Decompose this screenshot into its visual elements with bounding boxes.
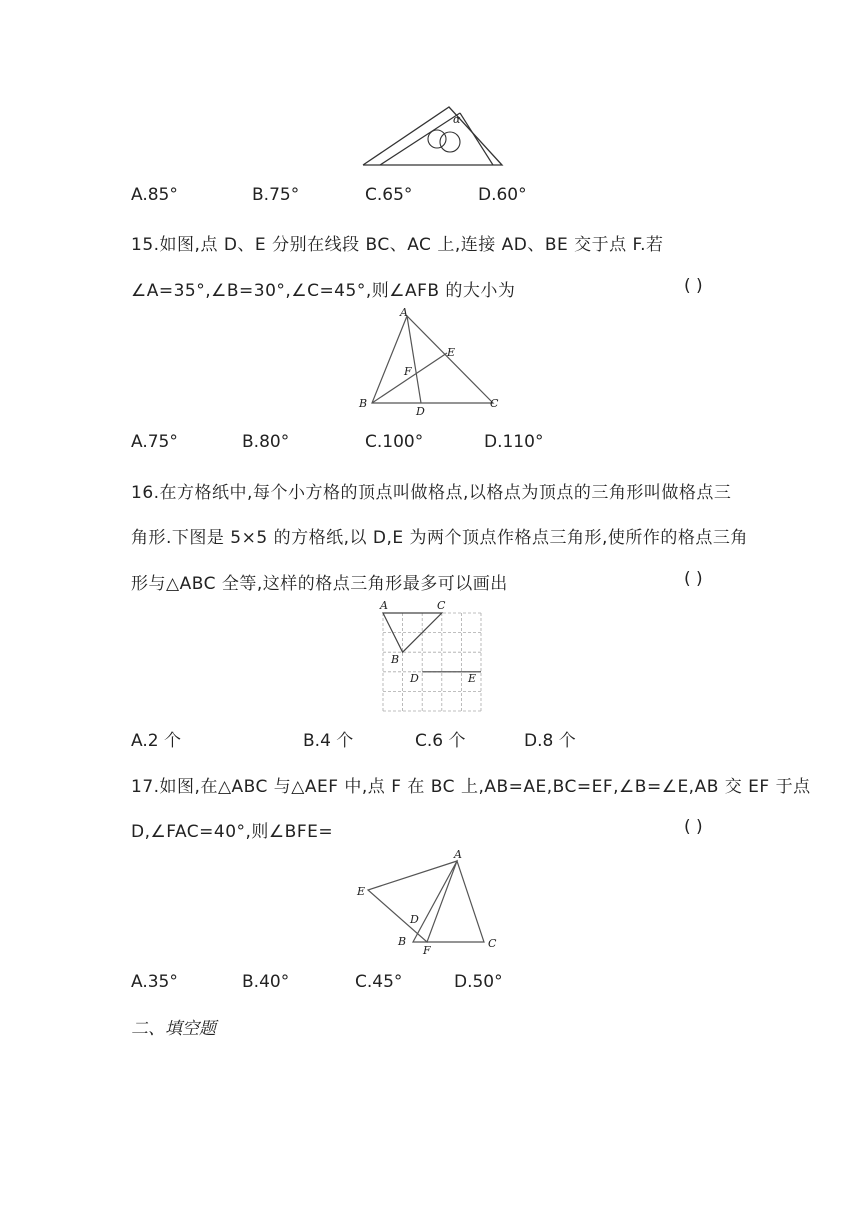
q14-option-c[interactable]: C.65° [365,185,413,205]
q16-label-d: D [410,672,419,685]
q16-figure [370,596,500,721]
q15-label-b: B [359,397,368,410]
q15-label-e: E [447,346,456,359]
q15-option-b[interactable]: B.80° [242,432,290,452]
q14-option-a[interactable]: A.85° [131,185,178,205]
q14-figure [360,105,505,175]
q17-label-c: C [488,937,497,950]
q17-label-d: D [410,913,419,926]
q15-stem-line2: ∠A=35°,∠B=30°,∠C=45°,则∠AFB 的大小为 [131,281,516,301]
q16-option-a[interactable]: A.2 个 [131,731,181,751]
q16-option-b[interactable]: B.4 个 [303,731,354,751]
q17-option-c[interactable]: C.45° [355,972,403,992]
q16-stem-line3: 形与△ABC 全等,这样的格点三角形最多可以画出 [131,574,508,594]
q17-answer-blank[interactable]: ( ) [684,817,703,837]
q14-option-d[interactable]: D.60° [478,185,527,205]
q15-label-c: C [490,397,499,410]
q15-label-a: A [400,306,408,319]
q15-figure [355,305,505,425]
q17-stem-line1: 17.如图,在△ABC 与△AEF 中,点 F 在 BC 上,AB=AE,BC=EF,∠B=∠E,AB 交 EF 于点 [131,777,811,797]
q16-label-e: E [468,672,477,685]
q16-answer-blank[interactable]: ( ) [684,569,703,589]
q16-option-d[interactable]: D.8 个 [524,731,576,751]
q14-alpha-label: α [453,113,461,126]
q15-stem-line1: 15.如图,点 D、E 分别在线段 BC、AC 上,连接 AD、BE 交于点 F.若 [131,235,664,255]
q17-label-e: E [357,885,366,898]
q17-option-d[interactable]: D.50° [454,972,503,992]
q17-label-a: A [454,848,462,861]
q17-option-b[interactable]: B.40° [242,972,290,992]
q16-label-b: B [391,653,400,666]
q16-stem-line2: 角形.下图是 5×5 的方格纸,以 D,E 为两个顶点作格点三角形,使所作的格点三角 [131,528,748,548]
q17-stem-line2: D,∠FAC=40°,则∠BFE= [131,822,334,842]
q17-option-a[interactable]: A.35° [131,972,178,992]
q17-label-b: B [398,935,407,948]
q15-option-a[interactable]: A.75° [131,432,178,452]
q15-answer-blank[interactable]: ( ) [684,276,703,296]
q16-option-c[interactable]: C.6 个 [415,731,466,751]
q14-option-b[interactable]: B.75° [252,185,300,205]
q17-figure [352,845,512,965]
q15-option-d[interactable]: D.110° [484,432,544,452]
q15-label-f: F [404,365,412,378]
section-heading-fill-in: 二、填空题 [131,1019,216,1039]
q16-label-c: C [437,599,446,612]
q15-option-c[interactable]: C.100° [365,432,424,452]
q16-stem-line1: 16.在方格纸中,每个小方格的顶点叫做格点,以格点为顶点的三角形叫做格点三 [131,483,732,503]
q17-label-f: F [423,944,431,957]
q16-label-a: A [380,599,388,612]
q15-label-d: D [416,405,425,418]
